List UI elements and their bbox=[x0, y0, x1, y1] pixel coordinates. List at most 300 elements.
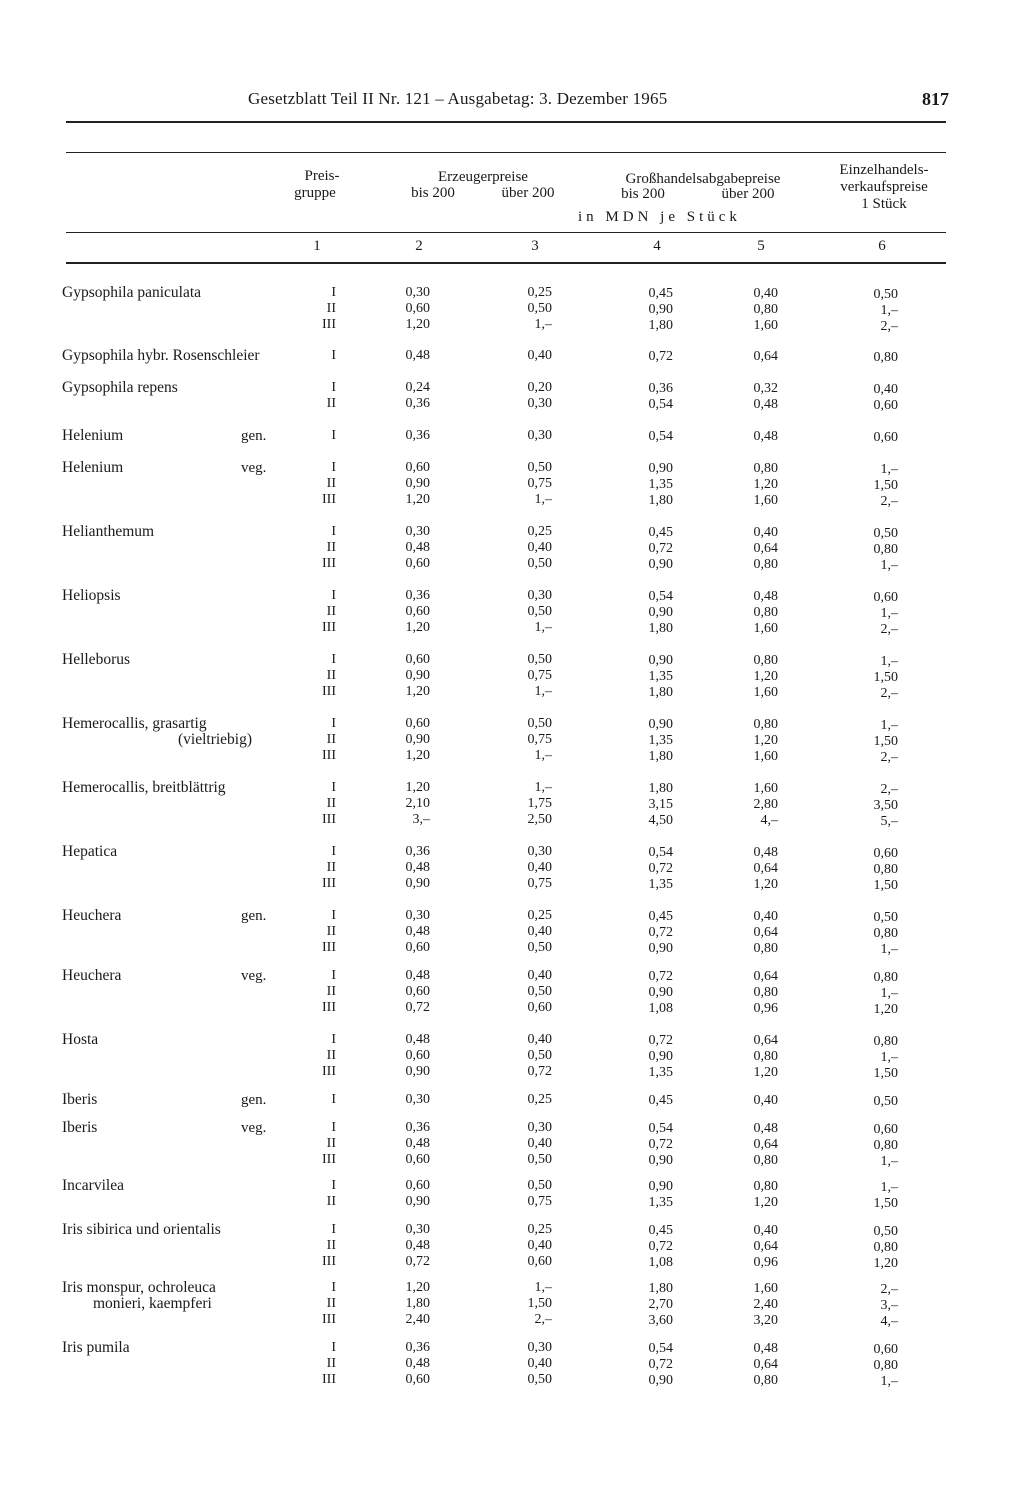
cell-gross-ueber-200: 0,64 bbox=[753, 861, 778, 876]
cell-einzelhandel: 1,– bbox=[880, 462, 898, 477]
cell-erzeuger-ueber-200: 0,20 bbox=[527, 380, 552, 395]
cell-preisgruppe: I bbox=[331, 1032, 336, 1047]
propagation-qualifier: veg. bbox=[241, 460, 267, 476]
cell-erzeuger-bis-200: 0,90 bbox=[405, 876, 430, 891]
col-header-grosshandel: Großhandelsabgabepreise bbox=[625, 171, 781, 187]
price-line bbox=[0, 348, 1024, 364]
cell-einzelhandel: 2,– bbox=[880, 1282, 898, 1297]
cell-gross-ueber-200: 1,20 bbox=[753, 877, 778, 892]
cell-gross-bis-200: 0,45 bbox=[648, 909, 673, 924]
plant-name: Heliopsis bbox=[62, 587, 121, 604]
cell-preisgruppe: I bbox=[331, 652, 336, 667]
cell-gross-ueber-200: 0,64 bbox=[753, 925, 778, 940]
price-line bbox=[0, 1120, 1024, 1136]
price-line bbox=[0, 908, 1024, 924]
price-line bbox=[0, 732, 1024, 748]
cell-gross-bis-200: 1,35 bbox=[648, 733, 673, 748]
cell-gross-ueber-200: 0,40 bbox=[753, 909, 778, 924]
price-line bbox=[0, 796, 1024, 812]
cell-preisgruppe: I bbox=[331, 780, 336, 795]
cell-erzeuger-bis-200: 2,10 bbox=[405, 796, 430, 811]
cell-preisgruppe: III bbox=[322, 748, 336, 763]
cell-erzeuger-ueber-200: 0,50 bbox=[527, 984, 552, 999]
cell-einzelhandel: 0,80 bbox=[873, 1138, 898, 1153]
cell-gross-bis-200: 3,60 bbox=[648, 1313, 673, 1328]
cell-preisgruppe: I bbox=[331, 380, 336, 395]
cell-einzelhandel: 2,– bbox=[880, 686, 898, 701]
cell-preisgruppe: III bbox=[322, 1312, 336, 1327]
cell-gross-bis-200: 0,45 bbox=[648, 286, 673, 301]
cell-einzelhandel: 1,– bbox=[880, 606, 898, 621]
cell-gross-ueber-200: 1,20 bbox=[753, 733, 778, 748]
cell-erzeuger-bis-200: 1,20 bbox=[405, 780, 430, 795]
cell-erzeuger-ueber-200: 0,40 bbox=[527, 1238, 552, 1253]
cell-preisgruppe: III bbox=[322, 1064, 336, 1079]
price-line bbox=[0, 556, 1024, 572]
cell-einzelhandel: 1,50 bbox=[873, 1066, 898, 1081]
cell-gross-bis-200: 0,90 bbox=[648, 985, 673, 1000]
cell-erzeuger-ueber-200: 0,40 bbox=[527, 348, 552, 363]
cell-einzelhandel: 1,50 bbox=[873, 878, 898, 893]
cell-einzelhandel: 0,60 bbox=[873, 430, 898, 445]
cell-gross-bis-200: 3,15 bbox=[648, 797, 673, 812]
cell-preisgruppe: III bbox=[322, 812, 336, 827]
cell-gross-bis-200: 1,80 bbox=[648, 781, 673, 796]
plant-name: Heuchera bbox=[62, 967, 122, 984]
cell-erzeuger-bis-200: 0,72 bbox=[405, 1000, 430, 1015]
cell-einzelhandel: 1,50 bbox=[873, 670, 898, 685]
cell-erzeuger-ueber-200: 0,30 bbox=[527, 844, 552, 859]
cell-gross-bis-200: 2,70 bbox=[648, 1297, 673, 1312]
cell-gross-ueber-200: 0,80 bbox=[753, 1153, 778, 1168]
cell-gross-ueber-200: 0,40 bbox=[753, 525, 778, 540]
cell-erzeuger-ueber-200: 0,30 bbox=[527, 428, 552, 443]
cell-einzelhandel: 2,– bbox=[880, 494, 898, 509]
cell-gross-ueber-200: 0,64 bbox=[753, 1357, 778, 1372]
cell-einzelhandel: 0,80 bbox=[873, 350, 898, 365]
plant-name: Helleborus bbox=[62, 651, 131, 668]
price-line bbox=[0, 1280, 1024, 1296]
price-line bbox=[0, 940, 1024, 956]
cell-erzeuger-ueber-200: 1,– bbox=[534, 620, 552, 635]
cell-erzeuger-ueber-200: 0,50 bbox=[527, 940, 552, 955]
price-line bbox=[0, 684, 1024, 700]
cell-gross-ueber-200: 0,48 bbox=[753, 845, 778, 860]
cell-preisgruppe: I bbox=[331, 908, 336, 923]
cell-preisgruppe: I bbox=[331, 1340, 336, 1355]
cell-preisgruppe: II bbox=[326, 1194, 336, 1209]
cell-erzeuger-bis-200: 0,60 bbox=[405, 301, 430, 316]
cell-einzelhandel: 0,60 bbox=[873, 846, 898, 861]
cell-einzelhandel: 1,– bbox=[880, 654, 898, 669]
plant-name-continued: monieri, kaempferi bbox=[93, 1295, 212, 1312]
cell-einzelhandel: 0,60 bbox=[873, 398, 898, 413]
plant-name: Helianthemum bbox=[62, 523, 155, 540]
col-header-einzel-1: Einzelhandels- bbox=[839, 162, 929, 178]
cell-erzeuger-ueber-200: 1,– bbox=[534, 684, 552, 699]
plant-name: Iris monspur, ochroleuca bbox=[62, 1279, 216, 1296]
cell-gross-bis-200: 0,90 bbox=[648, 302, 673, 317]
cell-erzeuger-bis-200: 0,48 bbox=[405, 348, 430, 363]
cell-gross-ueber-200: 0,64 bbox=[753, 1033, 778, 1048]
cell-preisgruppe: II bbox=[326, 476, 336, 491]
cell-erzeuger-ueber-200: 0,50 bbox=[527, 604, 552, 619]
cell-erzeuger-ueber-200: 1,– bbox=[534, 317, 552, 332]
cell-erzeuger-ueber-200: 0,75 bbox=[527, 668, 552, 683]
cell-einzelhandel: 0,60 bbox=[873, 590, 898, 605]
cell-erzeuger-ueber-200: 1,– bbox=[534, 780, 552, 795]
cell-gross-ueber-200: 0,80 bbox=[753, 941, 778, 956]
price-line bbox=[0, 984, 1024, 1000]
cell-einzelhandel: 5,– bbox=[880, 814, 898, 829]
cell-gross-ueber-200: 0,40 bbox=[753, 1093, 778, 1108]
cell-gross-bis-200: 0,90 bbox=[648, 717, 673, 732]
cell-erzeuger-ueber-200: 0,60 bbox=[527, 1000, 552, 1015]
price-line bbox=[0, 1194, 1024, 1210]
cell-einzelhandel: 1,50 bbox=[873, 734, 898, 749]
cell-erzeuger-ueber-200: 0,40 bbox=[527, 924, 552, 939]
cell-erzeuger-ueber-200: 0,50 bbox=[527, 1178, 552, 1193]
cell-gross-ueber-200: 1,60 bbox=[753, 685, 778, 700]
cell-preisgruppe: II bbox=[326, 1136, 336, 1151]
cell-gross-bis-200: 1,80 bbox=[648, 1281, 673, 1296]
cell-erzeuger-bis-200: 1,20 bbox=[405, 1280, 430, 1295]
cell-gross-ueber-200: 0,80 bbox=[753, 461, 778, 476]
cell-erzeuger-ueber-200: 0,50 bbox=[527, 716, 552, 731]
cell-preisgruppe: III bbox=[322, 492, 336, 507]
cell-preisgruppe: I bbox=[331, 968, 336, 983]
price-line bbox=[0, 1064, 1024, 1080]
cell-einzelhandel: 0,80 bbox=[873, 1358, 898, 1373]
cell-gross-ueber-200: 2,80 bbox=[753, 797, 778, 812]
cell-preisgruppe: I bbox=[331, 524, 336, 539]
cell-gross-bis-200: 0,45 bbox=[648, 1093, 673, 1108]
cell-erzeuger-bis-200: 1,20 bbox=[405, 317, 430, 332]
cell-gross-ueber-200: 0,64 bbox=[753, 349, 778, 364]
cell-erzeuger-ueber-200: 0,25 bbox=[527, 285, 552, 300]
cell-erzeuger-ueber-200: 0,40 bbox=[527, 860, 552, 875]
propagation-qualifier: veg. bbox=[241, 968, 267, 984]
cell-erzeuger-bis-200: 0,60 bbox=[405, 1178, 430, 1193]
cell-erzeuger-bis-200: 0,30 bbox=[405, 285, 430, 300]
cell-erzeuger-ueber-200: 1,50 bbox=[527, 1296, 552, 1311]
cell-erzeuger-bis-200: 0,60 bbox=[405, 556, 430, 571]
cell-erzeuger-ueber-200: 0,50 bbox=[527, 556, 552, 571]
cell-gross-ueber-200: 1,20 bbox=[753, 669, 778, 684]
cell-gross-bis-200: 0,90 bbox=[648, 1049, 673, 1064]
price-line bbox=[0, 285, 1024, 301]
cell-erzeuger-ueber-200: 0,75 bbox=[527, 876, 552, 891]
cell-erzeuger-bis-200: 0,60 bbox=[405, 1152, 430, 1167]
cell-einzelhandel: 1,– bbox=[880, 942, 898, 957]
cell-erzeuger-ueber-200: 0,25 bbox=[527, 524, 552, 539]
cell-erzeuger-bis-200: 1,20 bbox=[405, 748, 430, 763]
price-line bbox=[0, 492, 1024, 508]
cell-preisgruppe: III bbox=[322, 1152, 336, 1167]
cell-preisgruppe: II bbox=[326, 860, 336, 875]
cell-erzeuger-ueber-200: 0,72 bbox=[527, 1064, 552, 1079]
plant-name: Gypsophila paniculata bbox=[62, 284, 202, 301]
cell-einzelhandel: 1,50 bbox=[873, 1196, 898, 1211]
price-line bbox=[0, 1152, 1024, 1168]
cell-erzeuger-bis-200: 0,90 bbox=[405, 1064, 430, 1079]
cell-erzeuger-ueber-200: 1,– bbox=[534, 1280, 552, 1295]
plant-name: Heuchera bbox=[62, 907, 122, 924]
col-header-einzel-3: 1 Stück bbox=[861, 196, 907, 212]
price-line bbox=[0, 652, 1024, 668]
cell-preisgruppe: II bbox=[326, 396, 336, 411]
cell-erzeuger-bis-200: 0,36 bbox=[405, 844, 430, 859]
price-line bbox=[0, 1296, 1024, 1312]
col-header-preisgruppe-2: gruppe bbox=[294, 185, 336, 201]
cell-erzeuger-ueber-200: 0,25 bbox=[527, 908, 552, 923]
cell-preisgruppe: III bbox=[322, 684, 336, 699]
cell-preisgruppe: III bbox=[322, 1372, 336, 1387]
col-number: 3 bbox=[531, 238, 539, 254]
col-header-preisgruppe-1: Preis- bbox=[304, 168, 340, 184]
cell-erzeuger-bis-200: 0,36 bbox=[405, 428, 430, 443]
cell-gross-bis-200: 1,08 bbox=[648, 1255, 673, 1270]
plant-name: Iris pumila bbox=[62, 1339, 130, 1356]
price-line bbox=[0, 668, 1024, 684]
cell-gross-ueber-200: 0,80 bbox=[753, 302, 778, 317]
cell-gross-bis-200: 0,54 bbox=[648, 429, 673, 444]
cell-einzelhandel: 1,– bbox=[880, 1050, 898, 1065]
cell-erzeuger-bis-200: 0,36 bbox=[405, 1340, 430, 1355]
cell-erzeuger-bis-200: 0,60 bbox=[405, 984, 430, 999]
cell-gross-bis-200: 1,35 bbox=[648, 1195, 673, 1210]
cell-einzelhandel: 0,40 bbox=[873, 382, 898, 397]
cell-gross-bis-200: 0,72 bbox=[648, 349, 673, 364]
cell-gross-ueber-200: 0,80 bbox=[753, 605, 778, 620]
price-line bbox=[0, 476, 1024, 492]
cell-erzeuger-bis-200: 0,48 bbox=[405, 1238, 430, 1253]
cell-gross-ueber-200: 0,48 bbox=[753, 1121, 778, 1136]
gazette-title: Gesetzblatt Teil II Nr. 121 – Ausgabetag: 3. Dezember 1965 bbox=[248, 89, 668, 108]
cell-einzelhandel: 0,50 bbox=[873, 526, 898, 541]
price-line bbox=[0, 924, 1024, 940]
col-header-gross-bis: bis 200 bbox=[621, 186, 665, 202]
cell-preisgruppe: II bbox=[326, 796, 336, 811]
cell-erzeuger-ueber-200: 2,– bbox=[534, 1312, 552, 1327]
cell-erzeuger-bis-200: 0,60 bbox=[405, 604, 430, 619]
cell-erzeuger-bis-200: 0,60 bbox=[405, 652, 430, 667]
price-line bbox=[0, 1136, 1024, 1152]
cell-gross-ueber-200: 0,80 bbox=[753, 717, 778, 732]
cell-gross-ueber-200: 0,40 bbox=[753, 1223, 778, 1238]
cell-erzeuger-ueber-200: 0,40 bbox=[527, 1032, 552, 1047]
cell-einzelhandel: 2,– bbox=[880, 319, 898, 334]
col-number: 5 bbox=[757, 238, 765, 254]
price-line bbox=[0, 620, 1024, 636]
cell-gross-bis-200: 1,35 bbox=[648, 669, 673, 684]
cell-erzeuger-ueber-200: 0,25 bbox=[527, 1222, 552, 1237]
price-line bbox=[0, 1238, 1024, 1254]
cell-erzeuger-ueber-200: 0,75 bbox=[527, 476, 552, 491]
cell-einzelhandel: 4,– bbox=[880, 1314, 898, 1329]
cell-gross-ueber-200: 0,40 bbox=[753, 286, 778, 301]
cell-preisgruppe: II bbox=[326, 1356, 336, 1371]
cell-gross-bis-200: 1,08 bbox=[648, 1001, 673, 1016]
cell-gross-bis-200: 0,72 bbox=[648, 861, 673, 876]
plant-name: Gypsophila repens bbox=[62, 379, 178, 396]
price-line bbox=[0, 460, 1024, 476]
cell-gross-bis-200: 0,72 bbox=[648, 541, 673, 556]
plant-name: Iberis bbox=[62, 1119, 98, 1136]
cell-preisgruppe: II bbox=[326, 924, 336, 939]
cell-erzeuger-bis-200: 1,20 bbox=[405, 492, 430, 507]
plant-name: Helenium bbox=[62, 427, 124, 444]
cell-einzelhandel: 1,20 bbox=[873, 1002, 898, 1017]
cell-erzeuger-ueber-200: 2,50 bbox=[527, 812, 552, 827]
cell-gross-bis-200: 0,72 bbox=[648, 925, 673, 940]
cell-erzeuger-bis-200: 0,90 bbox=[405, 732, 430, 747]
cell-preisgruppe: II bbox=[326, 668, 336, 683]
cell-gross-bis-200: 0,90 bbox=[648, 605, 673, 620]
cell-gross-bis-200: 1,80 bbox=[648, 318, 673, 333]
cell-gross-bis-200: 1,80 bbox=[648, 621, 673, 636]
cell-erzeuger-bis-200: 1,80 bbox=[405, 1296, 430, 1311]
cell-gross-bis-200: 0,90 bbox=[648, 653, 673, 668]
cell-einzelhandel: 0,80 bbox=[873, 1034, 898, 1049]
cell-erzeuger-bis-200: 0,48 bbox=[405, 860, 430, 875]
price-line bbox=[0, 380, 1024, 396]
cell-gross-ueber-200: 1,20 bbox=[753, 477, 778, 492]
cell-gross-bis-200: 0,45 bbox=[648, 1223, 673, 1238]
cell-gross-ueber-200: 0,96 bbox=[753, 1255, 778, 1270]
cell-erzeuger-ueber-200: 0,40 bbox=[527, 540, 552, 555]
cell-gross-bis-200: 0,72 bbox=[648, 1239, 673, 1254]
col-header-erzeuger-ueber: über 200 bbox=[501, 185, 555, 201]
cell-gross-bis-200: 0,90 bbox=[648, 941, 673, 956]
cell-erzeuger-bis-200: 0,90 bbox=[405, 668, 430, 683]
cell-preisgruppe: II bbox=[326, 732, 336, 747]
cell-preisgruppe: I bbox=[331, 588, 336, 603]
cell-erzeuger-bis-200: 0,48 bbox=[405, 540, 430, 555]
cell-einzelhandel: 0,80 bbox=[873, 926, 898, 941]
cell-gross-ueber-200: 0,64 bbox=[753, 1239, 778, 1254]
price-line bbox=[0, 428, 1024, 444]
price-line bbox=[0, 1254, 1024, 1270]
cell-erzeuger-bis-200: 0,36 bbox=[405, 396, 430, 411]
cell-gross-bis-200: 0,90 bbox=[648, 1153, 673, 1168]
plant-name: Iris sibirica und orientalis bbox=[62, 1221, 221, 1238]
cell-erzeuger-ueber-200: 0,50 bbox=[527, 1152, 552, 1167]
cell-erzeuger-bis-200: 0,36 bbox=[405, 1120, 430, 1135]
cell-preisgruppe: II bbox=[326, 604, 336, 619]
cell-einzelhandel: 0,50 bbox=[873, 287, 898, 302]
cell-erzeuger-ueber-200: 0,50 bbox=[527, 460, 552, 475]
cell-gross-ueber-200: 0,64 bbox=[753, 1137, 778, 1152]
cell-preisgruppe: I bbox=[331, 844, 336, 859]
cell-erzeuger-bis-200: 2,40 bbox=[405, 1312, 430, 1327]
cell-gross-ueber-200: 0,96 bbox=[753, 1001, 778, 1016]
cell-gross-ueber-200: 2,40 bbox=[753, 1297, 778, 1312]
cell-erzeuger-ueber-200: 0,50 bbox=[527, 301, 552, 316]
price-line bbox=[0, 1048, 1024, 1064]
price-line bbox=[0, 1372, 1024, 1388]
cell-preisgruppe: II bbox=[326, 301, 336, 316]
cell-preisgruppe: I bbox=[331, 1280, 336, 1295]
price-line bbox=[0, 860, 1024, 876]
cell-preisgruppe: I bbox=[331, 1178, 336, 1193]
cell-erzeuger-bis-200: 0,30 bbox=[405, 1222, 430, 1237]
col-number: 4 bbox=[653, 238, 661, 254]
cell-erzeuger-ueber-200: 0,40 bbox=[527, 1136, 552, 1151]
cell-preisgruppe: III bbox=[322, 876, 336, 891]
price-line bbox=[0, 716, 1024, 732]
cell-gross-ueber-200: 1,60 bbox=[753, 749, 778, 764]
cell-gross-bis-200: 1,35 bbox=[648, 1065, 673, 1080]
cell-preisgruppe: II bbox=[326, 1238, 336, 1253]
price-line bbox=[0, 844, 1024, 860]
price-line bbox=[0, 1092, 1024, 1108]
cell-einzelhandel: 1,– bbox=[880, 303, 898, 318]
cell-einzelhandel: 0,80 bbox=[873, 970, 898, 985]
cell-einzelhandel: 1,20 bbox=[873, 1256, 898, 1271]
cell-erzeuger-bis-200: 0,48 bbox=[405, 1136, 430, 1151]
cell-erzeuger-ueber-200: 0,30 bbox=[527, 588, 552, 603]
cell-erzeuger-ueber-200: 0,30 bbox=[527, 396, 552, 411]
cell-einzelhandel: 0,50 bbox=[873, 1224, 898, 1239]
cell-erzeuger-ueber-200: 0,75 bbox=[527, 1194, 552, 1209]
cell-preisgruppe: I bbox=[331, 348, 336, 363]
price-line bbox=[0, 524, 1024, 540]
price-line bbox=[0, 968, 1024, 984]
cell-gross-bis-200: 0,90 bbox=[648, 1373, 673, 1388]
cell-preisgruppe: III bbox=[322, 940, 336, 955]
plant-name-continued: (vieltriebig) bbox=[178, 731, 253, 748]
price-line bbox=[0, 1000, 1024, 1016]
cell-preisgruppe: I bbox=[331, 460, 336, 475]
cell-preisgruppe: II bbox=[326, 1048, 336, 1063]
cell-erzeuger-ueber-200: 0,75 bbox=[527, 732, 552, 747]
cell-gross-ueber-200: 0,80 bbox=[753, 557, 778, 572]
cell-gross-bis-200: 0,54 bbox=[648, 845, 673, 860]
cell-gross-bis-200: 1,35 bbox=[648, 477, 673, 492]
cell-erzeuger-bis-200: 0,72 bbox=[405, 1254, 430, 1269]
cell-einzelhandel: 2,– bbox=[880, 782, 898, 797]
col-number: 1 bbox=[313, 238, 321, 254]
cell-einzelhandel: 3,50 bbox=[873, 798, 898, 813]
col-header-einzel-2: verkaufspreise bbox=[840, 179, 928, 195]
cell-erzeuger-ueber-200: 0,30 bbox=[527, 1120, 552, 1135]
cell-gross-bis-200: 0,90 bbox=[648, 1179, 673, 1194]
cell-gross-bis-200: 0,54 bbox=[648, 397, 673, 412]
cell-gross-bis-200: 1,80 bbox=[648, 493, 673, 508]
cell-einzelhandel: 0,80 bbox=[873, 862, 898, 877]
cell-gross-bis-200: 0,90 bbox=[648, 461, 673, 476]
cell-gross-bis-200: 0,90 bbox=[648, 557, 673, 572]
cell-preisgruppe: III bbox=[322, 556, 336, 571]
price-line bbox=[0, 748, 1024, 764]
cell-gross-bis-200: 1,35 bbox=[648, 877, 673, 892]
cell-preisgruppe: III bbox=[322, 620, 336, 635]
cell-erzeuger-bis-200: 1,20 bbox=[405, 684, 430, 699]
col-header-gross-ueber: über 200 bbox=[721, 186, 775, 202]
cell-gross-ueber-200: 1,60 bbox=[753, 621, 778, 636]
cell-erzeuger-bis-200: 0,60 bbox=[405, 716, 430, 731]
cell-preisgruppe: I bbox=[331, 1120, 336, 1135]
price-line bbox=[0, 1356, 1024, 1372]
cell-erzeuger-ueber-200: 1,75 bbox=[527, 796, 552, 811]
cell-gross-bis-200: 4,50 bbox=[648, 813, 673, 828]
cell-erzeuger-bis-200: 0,36 bbox=[405, 588, 430, 603]
plant-name: Hemerocallis, grasartig bbox=[62, 715, 207, 732]
cell-preisgruppe: I bbox=[331, 716, 336, 731]
cell-erzeuger-ueber-200: 0,50 bbox=[527, 652, 552, 667]
cell-gross-ueber-200: 4,– bbox=[760, 813, 778, 828]
